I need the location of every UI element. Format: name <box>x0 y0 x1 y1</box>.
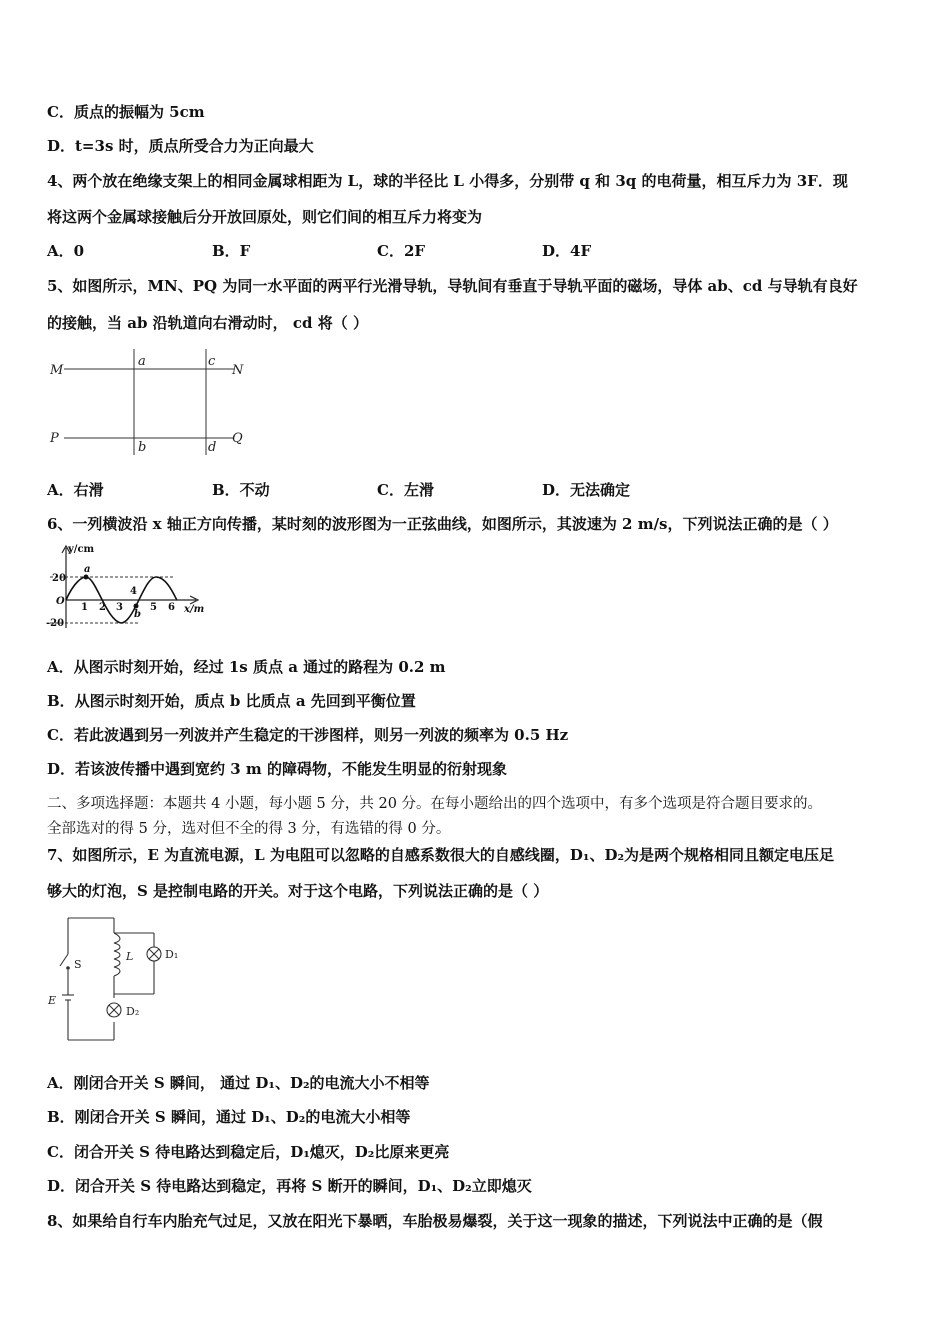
q7-option-d: D．闭合开关 S 待电路达到稳定，再将 S 断开的瞬间，D₁、D₂立即熄灭 <box>47 1177 532 1195</box>
q6-tick-5: 5 <box>150 602 157 613</box>
q4-option-a: A．0 <box>47 242 85 260</box>
q7-label-e: E <box>48 994 57 1007</box>
q5-label-b: b <box>138 440 147 455</box>
q5-rail-figure <box>44 345 254 460</box>
q6-point-b: b <box>134 609 141 620</box>
q7-stem-line1: 7、如图所示，E 为直流电源，L 为电阻可以忽略的自感系数很大的自感线圈，D₁、D₂为是两个规格相同且额定电压足 <box>47 846 835 864</box>
section2-heading-line2: 全部选对的得 5 分，选对但不全的得 3 分，有选错的得 0 分。 <box>47 821 451 837</box>
q7-option-c: C．闭合开关 S 待电路达到稳定后，D₁熄灭，D₂比原来更亮 <box>47 1143 450 1161</box>
q8-stem-line1: 8、如果给自行车内胎充气过足，又放在阳光下暴晒，车胎极易爆裂，关于这一现象的描述，下列说法中正确的是（假 <box>47 1212 823 1230</box>
q6-tick-4: 4 <box>130 586 137 597</box>
q5-label-d: d <box>208 440 217 455</box>
q7-circuit-figure <box>44 910 204 1048</box>
q5-label-c: c <box>208 354 216 369</box>
q6-origin-label: O <box>56 596 65 607</box>
q7-label-s: S <box>74 958 82 971</box>
q6-tick-20: 20 <box>52 573 66 584</box>
q7-label-d1: D₁ <box>165 948 179 961</box>
q4-stem-line2: 将这两个金属球接触后分开放回原处，则它们间的相互斥力将变为 <box>47 208 483 226</box>
q3-option-c: C．质点的振幅为 5cm <box>47 103 205 121</box>
q4-option-d: D．4F <box>542 242 592 260</box>
q6-option-b: B．从图示时刻开始，质点 b 比质点 a 先回到平衡位置 <box>47 692 416 710</box>
q6-tick-6: 6 <box>168 602 175 613</box>
q6-option-a: A．从图示时刻开始，经过 1s 质点 a 通过的路程为 0.2 m <box>47 658 446 676</box>
q7-option-b: B．刚闭合开关 S 瞬间，通过 D₁、D₂的电流大小相等 <box>47 1108 411 1126</box>
q6-xaxis-label: x/m <box>184 604 205 615</box>
q7-label-d2: D₂ <box>126 1005 140 1018</box>
q5-option-c: C．左滑 <box>377 481 434 499</box>
q5-stem-line1: 5、如图所示，MN、PQ 为同一水平面的两平行光滑导轨，导轨间有垂直于导轨平面的磁场，导体 ab、cd 与导轨有良好 <box>47 277 858 295</box>
q5-label-p: P <box>50 431 59 446</box>
q5-label-m: M <box>50 363 64 378</box>
q5-option-d: D．无法确定 <box>542 481 631 499</box>
q6-point-a: a <box>84 564 91 575</box>
q6-tick-3: 3 <box>116 602 123 613</box>
q7-stem-line2: 够大的灯泡，S 是控制电路的开关。对于这个电路，下列说法正确的是（ ） <box>47 882 549 900</box>
q6-option-d: D．若该波传播中遇到宽约 3 m 的障碍物，不能发生明显的衍射现象 <box>47 760 507 778</box>
q5-label-q: Q <box>232 431 243 446</box>
q6-tick-2: 2 <box>99 602 106 613</box>
q4-option-b: B．F <box>212 242 251 260</box>
q6-stem: 6、一列横波沿 x 轴正方向传播，某时刻的波形图为一正弦曲线，如图所示，其波速为 2 m/s，下列说法正确的是（ ） <box>47 515 838 533</box>
q5-stem-line2: 的接触，当 ab 沿轨道向右滑动时， cd 将（ ） <box>47 314 368 332</box>
q5-option-a: A．右滑 <box>47 481 104 499</box>
q4-option-c: C．2F <box>377 242 426 260</box>
q4-stem-line1: 4、两个放在绝缘支架上的相同金属球相距为 L，球的半径比 L 小得多，分别带 q 和 3q 的电荷量，相互斥力为 3F．现 <box>47 172 848 190</box>
section2-heading-line1: 二、多项选择题：本题共 4 小题，每小题 5 分，共 20 分。在每小题给出的四个选项中，有多个选项是符合题目要求的。 <box>47 796 823 812</box>
q7-label-l: L <box>126 950 134 963</box>
q6-yaxis-label: y/cm <box>68 544 95 555</box>
q3-option-d: D．t=3s 时，质点所受合力为正向最大 <box>47 137 314 155</box>
q6-tick-neg20: -20 <box>46 618 65 629</box>
q5-label-n: N <box>232 363 244 378</box>
q6-tick-1: 1 <box>81 602 88 613</box>
q7-option-a: A．刚闭合开关 S 瞬间， 通过 D₁、D₂的电流大小不相等 <box>47 1074 430 1092</box>
q6-wave-figure <box>44 540 214 635</box>
q6-option-c: C．若此波遇到另一列波并产生稳定的干涉图样，则另一列波的频率为 0.5 Hz <box>47 726 569 744</box>
q5-label-a: a <box>138 354 146 369</box>
q5-option-b: B．不动 <box>212 481 270 499</box>
